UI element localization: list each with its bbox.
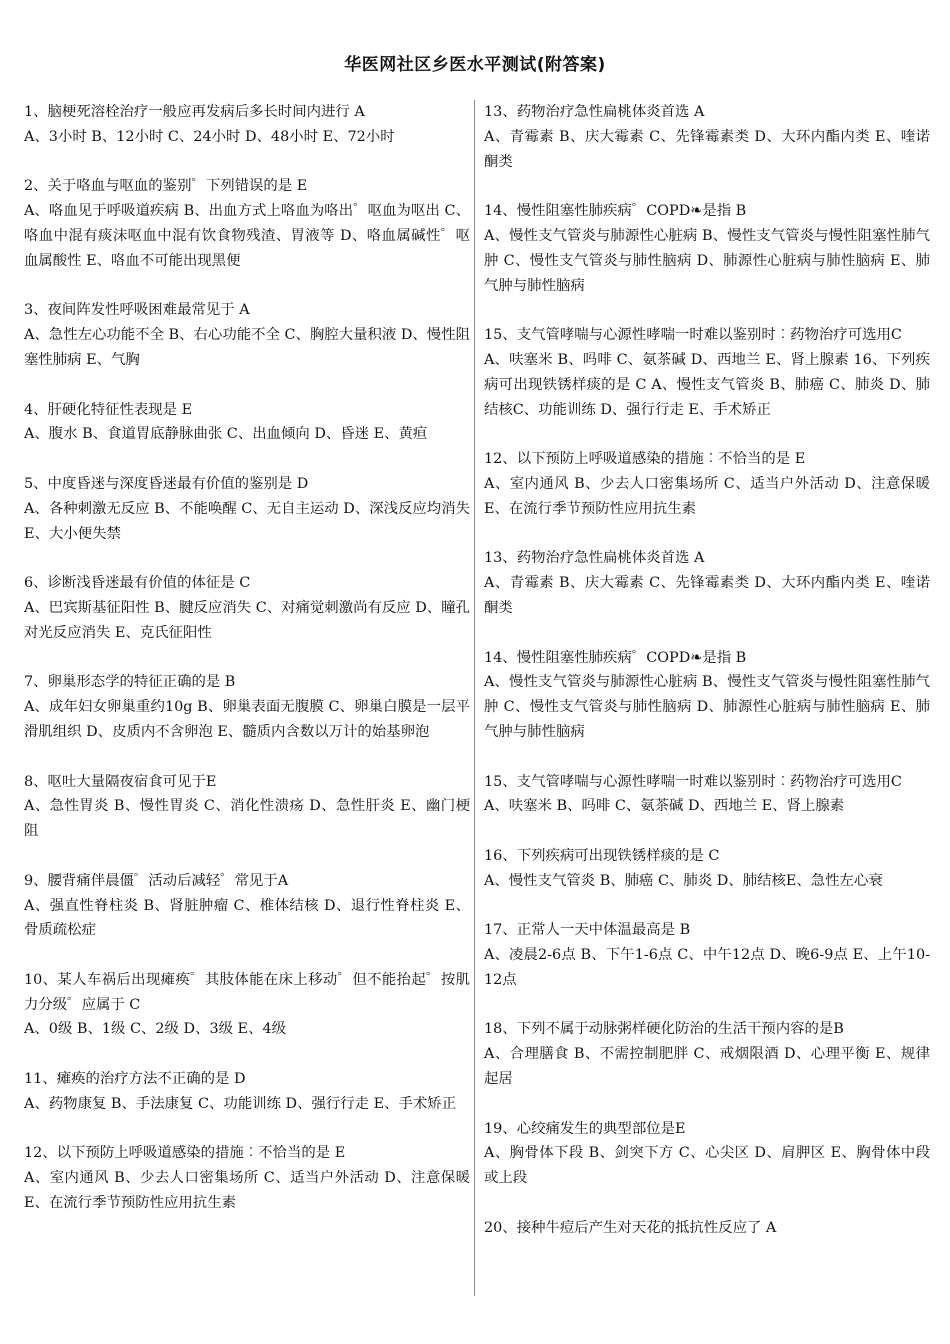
question-item xyxy=(24,398,470,448)
column-divider xyxy=(474,100,475,1296)
question-text: 11、瘫痪的治疗方法不正确的是 D xyxy=(24,1071,246,1088)
question-item xyxy=(484,646,930,745)
question-item xyxy=(484,1117,930,1191)
question-text: 14、慢性阻塞性肺疾病゜COPD❧是指 B xyxy=(484,203,747,220)
question-options: A、急性胃炎 B、慢性胃炎 C、消化性溃疡 D、急性肝炎 E、幽门梗阻 xyxy=(24,798,470,840)
question-item xyxy=(24,100,470,150)
question-options: A、强直性脊柱炎 B、肾脏肿瘤 C、椎体结核 D、退行性脊柱炎 E、骨质疏松症 xyxy=(24,897,470,939)
question-text: 19、心绞痛发生的典型部位是E xyxy=(484,1120,686,1137)
question-options: A、慢性支气管炎 B、肺癌 C、肺炎 D、肺结核E、急性左心衰 xyxy=(484,872,883,889)
question-item xyxy=(484,1216,930,1241)
question-text: 13、药物治疗急性扁桃体炎首选 A xyxy=(484,104,705,120)
question-options: A、3小时 B、12小时 C、24小时 D、48小时 E、72小时 xyxy=(24,128,395,145)
question-options: A、室内通风 B、少去人口密集场所 C、适当户外活动 D、注意保暖 E、在流行季节预防性应用抗生素 xyxy=(24,1170,470,1212)
question-text: 3、夜间阵发性呼吸困难最常见于 A xyxy=(24,302,250,319)
question-item xyxy=(484,1017,930,1091)
question-text: 8、呕吐大量隔夜宿食可见于E xyxy=(24,773,217,790)
question-text: 12、以下预防上呼吸道感染的措施︰不恰当的是 E xyxy=(484,451,806,468)
question-options: A、慢性支气管炎与肺源性心脏病 B、慢性支气管炎与慢性阻塞性肺气肿 C、慢性支气管炎与肺性脑病 D、肺源性心脏病与肺性脑病 E、肺气肿与肺性脑病 xyxy=(484,227,930,294)
question-text: 17、正常人一天中体温最高是 B xyxy=(484,922,691,939)
question-item xyxy=(484,100,930,174)
question-text: 16、下列疾病可出现铁锈样痰的是 C xyxy=(484,847,720,864)
question-options: A、室内通风 B、少去人口密集场所 C、适当户外活动 D、注意保暖 E、在流行季节预防性应用抗生素 xyxy=(484,475,930,517)
question-options: A、胸骨体下段 B、剑突下方 C、心尖区 D、肩胛区 E、胸骨体中段或上段 xyxy=(484,1145,930,1187)
question-item xyxy=(24,1067,470,1117)
question-item xyxy=(24,968,470,1042)
question-text: 12、以下预防上呼吸道感染的措施︰不恰当的是 E xyxy=(24,1145,346,1162)
page-title: 华医网社区乡医水平测试(附答案) xyxy=(344,55,606,75)
question-options: A、凌晨2-6点 B、下午1-6点 C、中午12点 D、晚6-9点 E、上午10-12点 xyxy=(484,947,930,988)
question-options: A、合理膳食 B、不需控制肥胖 C、戒烟限酒 D、心理平衡 E、规律起居 xyxy=(484,1046,930,1088)
question-item xyxy=(24,670,470,744)
question-text: 13、药物治疗急性扁桃体炎首选 A xyxy=(484,550,705,567)
question-options: A、0级 B、1级 C、2级 D、3级 E、4级 xyxy=(24,1021,287,1038)
question-item xyxy=(24,174,470,273)
question-text: 1、脑梗死溶栓治疗一般应再发病后多长时间内进行 A xyxy=(24,104,365,120)
question-text: 15、支气管哮喘与心源性哮喘一时难以鉴别时︰药物治疗可选用C xyxy=(484,773,902,790)
question-options: A、巴宾斯基征阳性 B、腱反应消失 C、对痛觉刺激尚有反应 D、瞳孔对光反应消失 E、克氏征阳性 xyxy=(24,599,470,641)
question-text: 9、腰背痛伴晨僵゜活动后减轻゜常见于A xyxy=(24,872,289,889)
question-options: A、急性左心功能不全 B、右心功能不全 C、胸腔大量积液 D、慢性阻塞性肺病 E、气胸 xyxy=(24,327,470,368)
right-column xyxy=(484,100,930,1265)
question-text: 14、慢性阻塞性肺疾病゜COPD❧是指 B xyxy=(484,649,747,666)
question-item xyxy=(484,918,930,992)
question-options: A、腹水 B、食道胃底静脉曲张 C、出血倾向 D、昏迷 E、黄疸 xyxy=(24,426,428,443)
question-text: 2、关于咯血与呕血的鉴别゜下列错误的是 E xyxy=(24,178,308,195)
question-options: A、药物康复 B、手法康复 C、功能训练 D、强行行走 E、手术矫正 xyxy=(24,1095,457,1112)
question-options: A、成年妇女卵巢重约10g B、卵巢表面无腹膜 C、卵巢白膜是一层平滑肌组织 D、皮质内不含卵泡 E、髓质内含数以万计的始基卵泡 xyxy=(24,699,470,740)
question-item xyxy=(484,770,930,820)
question-text: 5、中度昏迷与深度昏迷最有价值的鉴别是 D xyxy=(24,475,309,492)
question-text: 20、接种牛痘后产生对天花的抵抗性反应了 A xyxy=(484,1219,777,1236)
question-text: 7、卵巢形态学的特征正确的是 B xyxy=(24,674,236,691)
question-options: A、青霉素 B、庆大霉素 C、先锋霉素类 D、大环内酯内类 E、喹诺酮类 xyxy=(484,128,930,170)
question-options: A、呋塞米 B、吗啡 C、氨茶碱 D、西地兰 E、肾上腺素 16、下列疾病可出现铁锈样痰的是 C A、慢性支气管炎 B、肺癌 C、肺炎 D、肺结核C、功能训练 D、强行行走 E、手术矫正 xyxy=(484,351,930,418)
question-item xyxy=(24,770,470,844)
question-text: 10、某人车祸后出现瘫痪゜其肢体能在床上移动゜但不能抬起゜按肌力分级゜应属于 C xyxy=(24,971,470,1013)
question-item xyxy=(24,472,470,546)
question-item xyxy=(24,869,470,943)
question-item xyxy=(484,323,930,422)
question-item xyxy=(484,199,930,298)
question-item xyxy=(24,571,470,645)
left-column xyxy=(24,100,470,1241)
question-options: A、呋塞米 B、吗啡 C、氨茶碱 D、西地兰 E、肾上腺素 xyxy=(484,798,845,815)
question-item xyxy=(484,844,930,894)
question-item xyxy=(24,1141,470,1215)
question-options: A、慢性支气管炎与肺源性心脏病 B、慢性支气管炎与慢性阻塞性肺气肿 C、慢性支气管炎与肺性脑病 D、肺源性心脏病与肺性脑病 E、肺气肿与肺性脑病 xyxy=(484,674,930,740)
question-item xyxy=(484,447,930,521)
question-text: 18、下列不属于动脉粥样硬化防治的生活干预内容的是B xyxy=(484,1021,844,1038)
question-options: A、青霉素 B、庆大霉素 C、先锋霉素类 D、大环内酯内类 E、喹诺酮类 xyxy=(484,575,930,616)
question-text: 6、诊断浅昏迷最有价值的体征是 C xyxy=(24,575,251,592)
question-text: 15、支气管哮喘与心源性哮喘一时难以鉴别时︰药物治疗可选用C xyxy=(484,327,902,344)
question-text: 4、肝硬化特征性表现是 E xyxy=(24,401,193,418)
question-options: A、咯血见于呼吸道疾病 B、出血方式上咯血为咯出゜呕血为呕出 C、咯血中混有痰沫呕血中混有饮食物残渣、胃液等 D、咯血属碱性゜呕血属酸性 E、咯血不可能出现黑便 xyxy=(24,203,470,269)
question-item xyxy=(24,298,470,372)
question-item xyxy=(484,546,930,620)
question-options: A、各种刺激无反应 B、不能唤醒 C、无自主运动 D、深浅反应均消失 E、大小便失禁 xyxy=(24,500,470,542)
